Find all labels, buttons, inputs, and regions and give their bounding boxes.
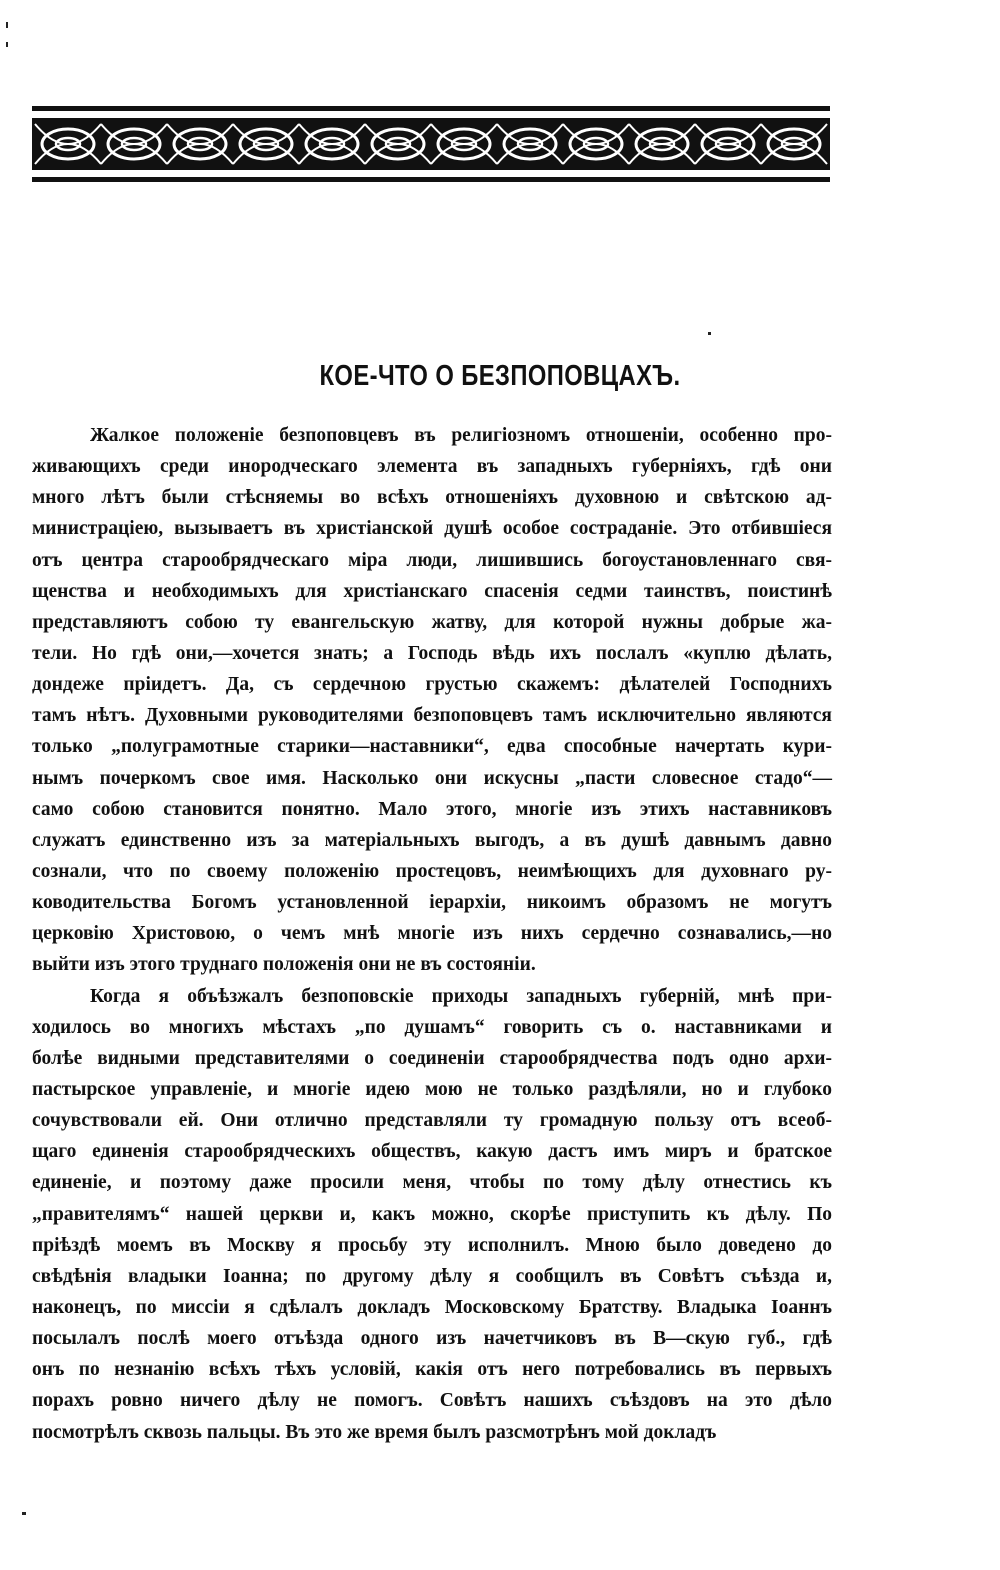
text-line: отъ центра старообрядческаго міра люди, лишившись богоустановленнаго свя- <box>32 549 832 571</box>
text-line: тамъ нѣтъ. Духовными руководителями безпоповцевъ тамъ исключительно являются <box>32 705 832 727</box>
text-line: пріѣздѣ моемъ въ Москву я просьбу эту исполнилъ. Мною было доведено до <box>32 1234 832 1256</box>
text-line: много лѣтъ были стѣсняемы во всѣхъ отношеніяхъ духовною и свѣтскою ад- <box>32 487 832 509</box>
article-body <box>32 420 832 1448</box>
text-line: только „полуграмотные старики—наставники“, едва способные начертать кури- <box>32 736 832 758</box>
paragraph <box>32 420 832 981</box>
text-line: болѣе видными представителями о соединеніи старообрядчества подъ одно архи- <box>32 1047 832 1069</box>
text-line: посылалъ послѣ моего отъѣзда одного изъ начетчиковъ въ В—скую губ., гдѣ <box>32 1328 832 1350</box>
text-line: дондеже пріидетъ. Да, съ сердечною грустью скажемъ: дѣлателей Господнихъ <box>32 674 832 696</box>
text-line: живающихъ среди инородческаго элемента въ западныхъ губерніяхъ, гдѣ они <box>32 456 832 478</box>
scan-speck <box>6 22 8 28</box>
text-line: ководительства Богомъ установленной іерархіи, никоимъ образомъ не могутъ <box>32 892 832 914</box>
text-line: сознали, что по своему положенію простецовъ, неимѣющихъ для духовнаго ру- <box>32 860 832 882</box>
text-line: свѣдѣнія владыки Іоанна; по другому дѣлу я сообщилъ въ Совѣтъ съѣзда и, <box>32 1265 832 1287</box>
text-line: ходилось во многихъ мѣстахъ „по душамъ“ говорить съ о. наставниками и <box>32 1016 832 1038</box>
text-line: пастырское управленіе, и многіе идею мою не только раздѣляли, но и глубоко <box>32 1078 832 1100</box>
text-line: выйти изъ этого труднаго положенія они не въ состояніи. <box>32 954 536 976</box>
paragraph <box>32 981 832 1448</box>
text-line: порахъ ровно ничего дѣлу не помогъ. Совѣтъ нашихъ съѣздовъ на это дѣло <box>32 1390 832 1412</box>
text-line: сочувствовали ей. Они отлично представляли ту громадную пользу отъ всеоб- <box>32 1110 832 1132</box>
text-line: представляютъ собою ту евангельскую жатву, для которой нужны добрые жа- <box>32 611 832 633</box>
text-line: тели. Но гдѣ они,—хочется знать; а Господь вѣдь ихъ послалъ «куплю дѣлать, <box>32 642 832 664</box>
text-line: Жалкое положеніе безпоповцевъ въ религіозномъ отношеніи, особенно про- <box>90 425 832 446</box>
text-line: Когда я объѣзжалъ безпоповскіе приходы западныхъ губерній, мнѣ при- <box>90 985 832 1007</box>
text-line: единеніе, и поэтому даже просили меня, чтобы по тому дѣлу отнестись къ <box>32 1172 832 1194</box>
text-line: наконецъ, по миссіи я сдѣлалъ докладъ Московскому Братству. Владыка Іоаннъ <box>32 1296 832 1318</box>
scan-speck <box>708 332 711 335</box>
text-line: щаго единенія старообрядческихъ обществъ, какую дастъ имъ миръ и братское <box>32 1141 832 1163</box>
scan-speck <box>6 42 8 47</box>
text-line: министраціею, вызываетъ въ христіанской душѣ особое состраданіе. Это отбившіеся <box>32 518 832 540</box>
text-line: посмотрѣлъ сквозь пальцы. Въ это же время былъ разсмотрѣнъ мой докладъ <box>32 1421 717 1443</box>
text-line: нымъ почеркомъ свое имя. Насколько они искусны „пасти словесное стадо“— <box>32 767 832 789</box>
text-line: онъ по незнанію всѣхъ тѣхъ условій, какія отъ него потребовались въ первыхъ <box>32 1359 832 1381</box>
text-line: служатъ единственно изъ за матеріальныхъ выгодъ, а въ душѣ давнымъ давно <box>32 829 832 851</box>
decorative-ornament-band <box>32 106 830 182</box>
text-line: щенства и необходимыхъ для христіанскаго спасенія седми таинствъ, поистинѣ <box>32 580 832 602</box>
text-line: церковію Христовою, о чемъ мнѣ многіе изъ нихъ сердечно сознавались,—но <box>32 923 832 945</box>
scan-speck <box>22 1512 26 1515</box>
text-line: „правителямъ“ нашей церкви и, какъ можно, скорѣе приступить къ дѣлу. По <box>32 1203 832 1225</box>
page-title: КОЕ-ЧТО О БЕЗПОПОВЦАХЪ. <box>319 360 681 392</box>
text-line: само собою становится понятно. Мало этого, многіе изъ этихъ наставниковъ <box>32 798 832 820</box>
